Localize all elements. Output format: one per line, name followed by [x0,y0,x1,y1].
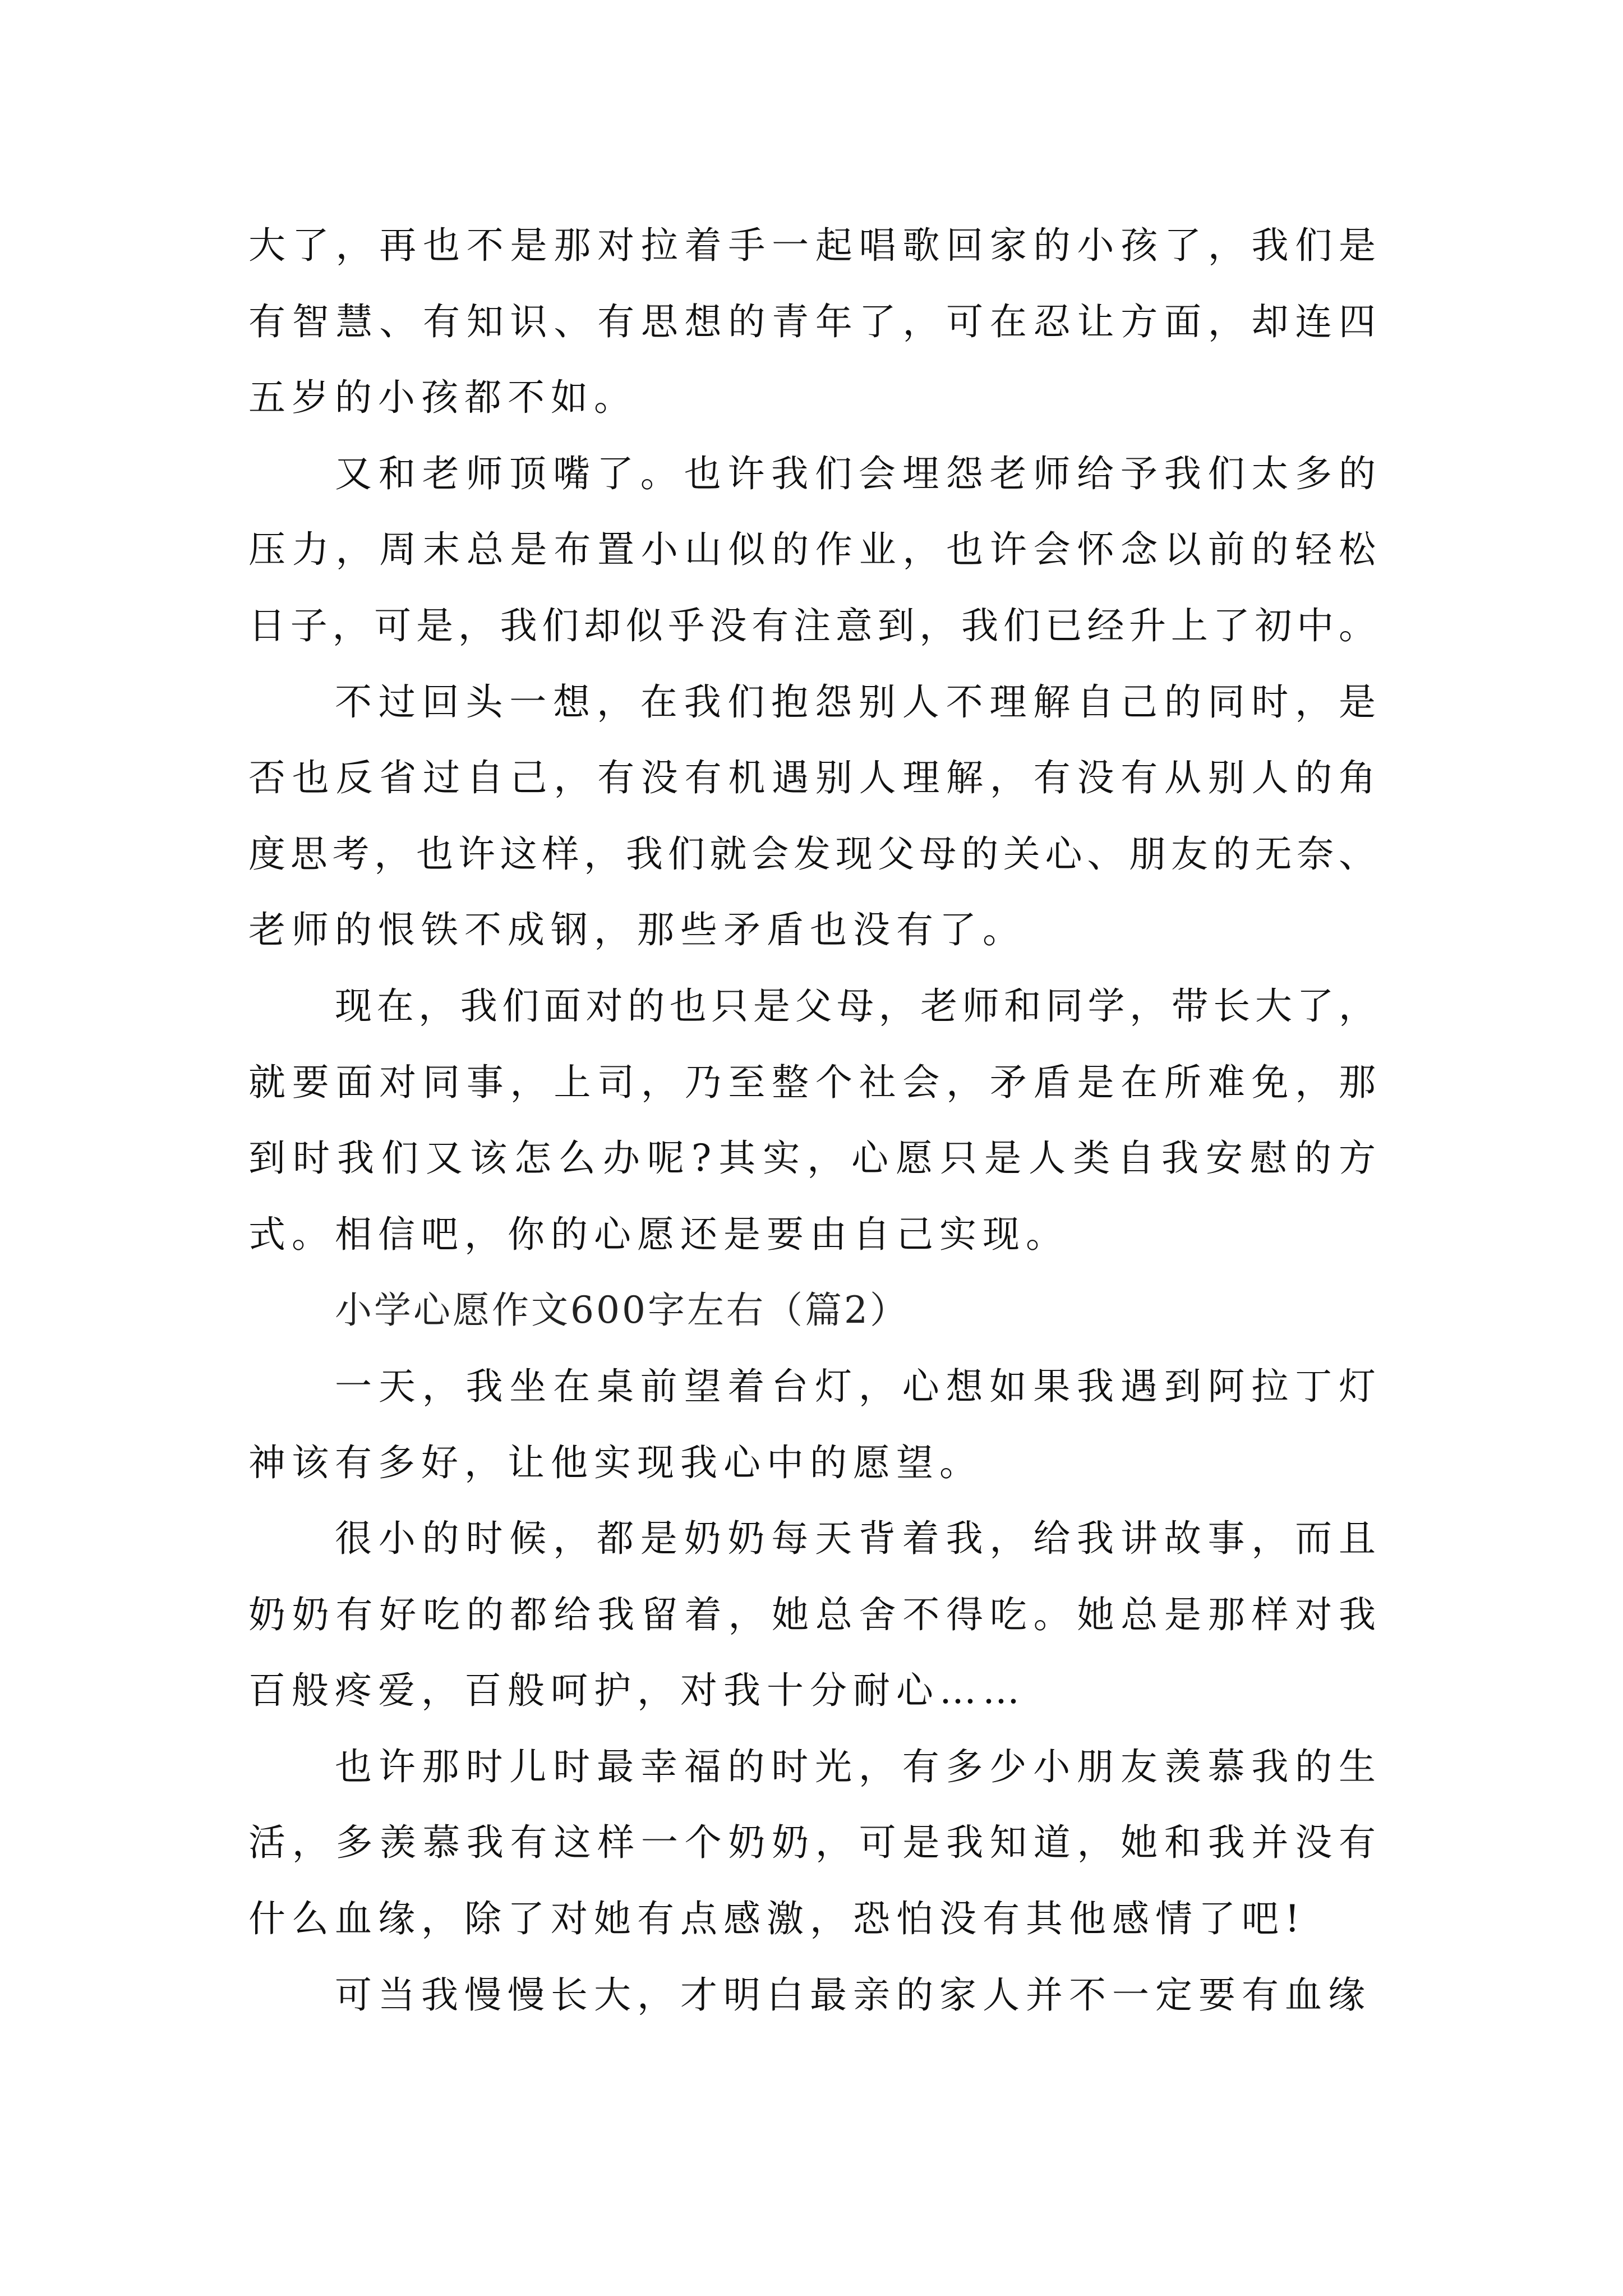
text-line: 活，多羡慕我有这样一个奶奶，可是我知道，她和我并没有 [248,1821,1376,1865]
text-line: 不过回头一想，在我们抱怨别人不理解自己的同时，是 [335,680,1376,724]
text-line: 现在，我们面对的也只是父母，老师和同学，带长大了， [335,984,1376,1028]
heading-text: 小学心愿作文600字左右（篇2） [335,1289,909,1332]
text-line: 度思考，也许这样，我们就会发现父母的关心、朋友的无奈、 [248,832,1376,876]
paragraph [248,1349,1376,1501]
paragraph [248,1729,1376,1957]
text-line: 老师的恨铁不成钢，那些矛盾也没有了。 [248,908,1026,952]
text-line: 百般疼爱，百般呵护，对我十分耐心…… [248,1669,1026,1713]
text-line: 神该有多好，让他实现我心中的愿望。 [248,1441,983,1484]
paragraph [248,1957,1376,2033]
document-body [248,208,1376,2033]
text-line: 五岁的小孩都不如。 [248,376,637,420]
paragraph [248,436,1376,664]
text-line: 也许那时儿时最幸福的时光，有多少小朋友羡慕我的生 [335,1745,1376,1788]
paragraph [248,664,1376,968]
paragraph [248,208,1376,436]
paragraph [248,1501,1376,1729]
paragraph [248,968,1376,1272]
text-line: 到时我们又该怎么办呢?其实，心愿只是人类自我安慰的方 [248,1137,1376,1180]
text-line: 就要面对同事，上司，乃至整个社会，矛盾是在所难免，那 [248,1060,1376,1104]
text-line: 一天，我坐在桌前望着台灯，心想如果我遇到阿拉丁灯 [335,1364,1376,1408]
text-line: 又和老师顶嘴了。也许我们会埋怨老师给予我们太多的 [335,452,1376,495]
text-line: 日子，可是，我们却似乎没有注意到，我们已经升上了初中。 [248,604,1376,647]
text-line: 有智慧、有知识、有思想的青年了，可在忍让方面，却连四 [248,300,1376,343]
text-line: 奶奶有好吃的都给我留着，她总舍不得吃。她总是那样对我 [248,1593,1376,1636]
section-heading [248,1272,1376,1349]
text-line: 压力，周末总是布置小山似的作业，也许会怀念以前的轻松 [248,528,1376,572]
text-line: 否也反省过自己，有没有机遇别人理解，有没有从别人的角 [248,756,1376,800]
text-line: 式。相信吧，你的心愿还是要由自己实现。 [248,1212,1069,1256]
text-line: 很小的时候，都是奶奶每天背着我，给我讲故事，而且 [335,1517,1376,1561]
text-line: 大了，再也不是那对拉着手一起唱歌回家的小孩了，我们是 [248,224,1376,267]
text-line: 可当我慢慢长大，才明白最亲的家人并不一定要有血缘 [335,1973,1371,2017]
text-line: 什么血缘，除了对她有点感激，恐怕没有其他感情了吧! [248,1897,1306,1941]
